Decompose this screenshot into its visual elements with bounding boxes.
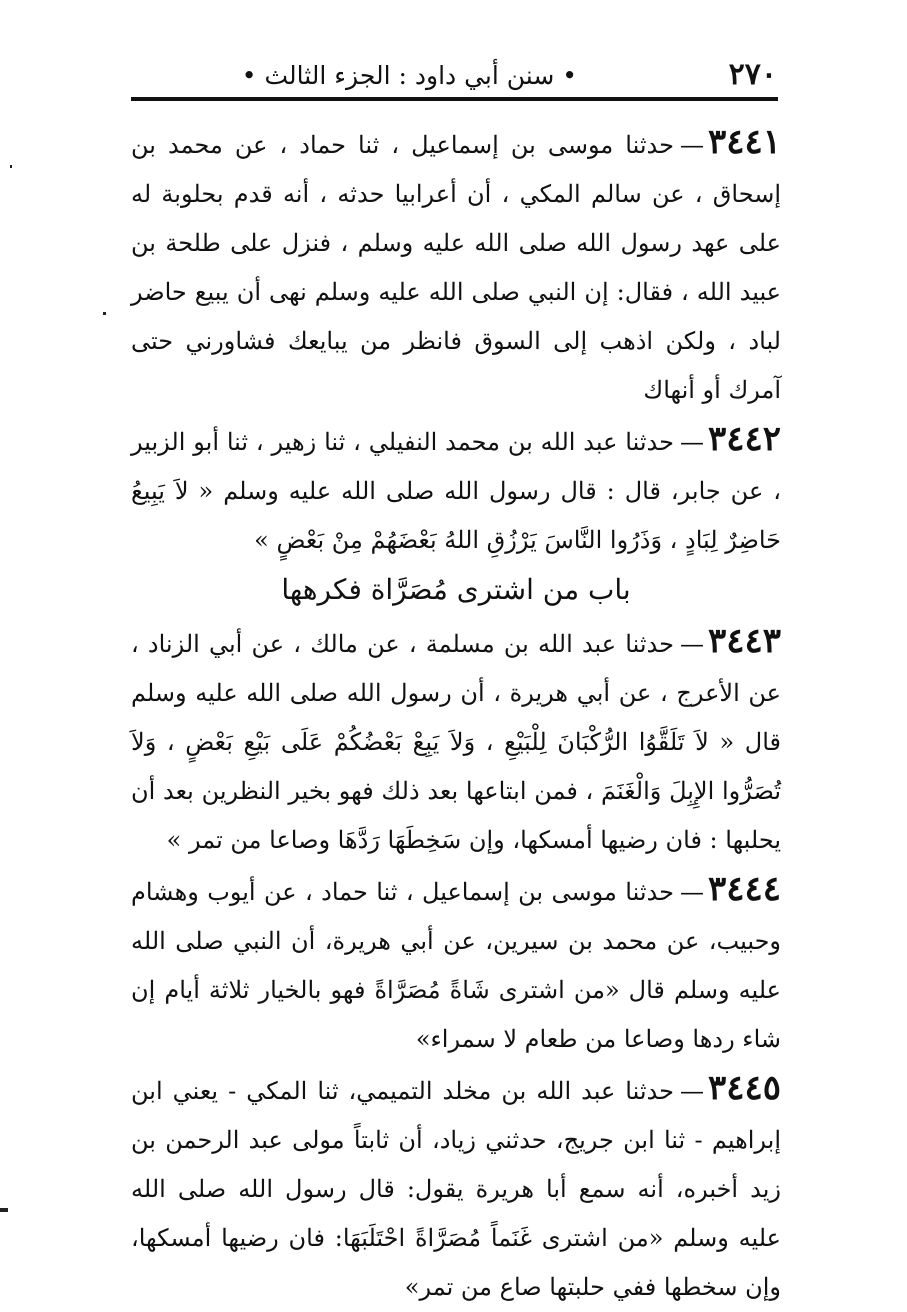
hadith-3445 [131, 1064, 781, 1312]
hadith-dash: — [679, 428, 704, 456]
scan-speck [0, 1208, 8, 1212]
scan-speck [103, 312, 106, 315]
page-body [131, 118, 781, 1312]
hadith-3444 [131, 865, 781, 1064]
hadith-text: حدثنا موسى بن إسماعيل ، ثنا حماد ، عن أيوب وهشام وحبيب، عن محمد بن سيرين، عن أبي هريرة، أن النبي صلى الله عليه وسلم قال «من اشترى شَاةً مُصَرَّاةً فهو بالخيار ثلاثة أيام إن شاء ردها وصاعا من طعام لا سمراء» [131, 878, 781, 1053]
hadith-3442 [131, 415, 781, 565]
hadith-text: حدثنا عبد الله بن مخلد التميمي، ثنا المكي - يعني ابن إبراهيم - ثنا ابن جريج، حدثني زياد، أن ثابتاً مولى عبد الرحمن بن زيد أخبره، أنه سمع أبا هريرة يقول: قال رسول الله صلى الله عليه وسلم «من اشترى غَنَماً مُصَرَّاةً احْتَلَبَهَا: فان رضيها أمسكها، وإن سخطها ففي حلبتها صاع من تمر» [131, 1077, 781, 1301]
hadith-3443 [131, 617, 781, 865]
hadith-dash: — [679, 630, 704, 658]
hadith-number: ٣٤٤٥ [707, 1068, 781, 1108]
hadith-number: ٣٤٤٣ [707, 621, 781, 661]
page-header [131, 55, 777, 99]
header-rule [131, 97, 778, 101]
page-number: ٢٧٠ [728, 57, 777, 92]
chapter-title: باب من اشترى مُصَرَّاة فكرهها [281, 573, 631, 606]
scan-speck [10, 165, 12, 168]
hadith-text: حدثنا موسى بن إسماعيل ، ثنا حماد ، عن محمد بن إسحاق ، عن سالم المكي ، أن أعرابيا حدثه ، أنه قدم بحلوبة له على عهد رسول الله صلى الله عليه وسلم ، فنزل على طلحة بن عبيد الله ، فقال: إن النبي صلى الله عليه وسلم نهى أن يبيع حاضر لباد ، ولكن اذهب إلى السوق فانظر من يبايعك فشاورني حتى آمرك أو أنهاك [131, 131, 781, 404]
hadith-text: حدثنا عبد الله بن مسلمة ، عن مالك ، عن أبي الزناد ، عن الأعرج ، عن أبي هريرة ، أن رسول الله صلى الله عليه وسلم قال « لاَ تَلَقَّوُا الرُّكْبَانَ لِلْبَيْعِ ، وَلاَ يَبِعْ بَعْضُكُمْ عَلَى بَيْعِ بَعْضٍ ، وَلاَ تُصَرُّوا الإِبِلَ وَالْغَنَمَ ، فمن ابتاعها بعد ذلك فهو بخير النظرين بعد أن يحلبها : فان رضيها أمسكها، وإن سَخِطَهَا رَدَّهَا وصاعا من تمر » [131, 630, 781, 854]
running-title: • سنن أبي داود : الجزء الثالث • [241, 61, 577, 90]
hadith-dash: — [679, 878, 704, 906]
hadith-number: ٣٤٤١ [707, 122, 781, 162]
hadith-dash: — [679, 131, 704, 159]
hadith-3441 [131, 118, 781, 415]
hadith-dash: — [679, 1077, 704, 1105]
hadith-text: حدثنا عبد الله بن محمد النفيلي ، ثنا زهير ، ثنا أبو الزبير ، عن جابر، قال : قال رسول الله صلى الله عليه وسلم « لاَ يَبِيعُ حَاضِرٌ لِبَادٍ ، وَذَرُوا النَّاسَ يَرْزُقِ اللهُ بَعْضَهُمْ مِنْ بَعْضٍ » [131, 428, 781, 554]
hadith-number: ٣٤٤٤ [707, 869, 782, 909]
hadith-number: ٣٤٤٢ [707, 419, 781, 459]
